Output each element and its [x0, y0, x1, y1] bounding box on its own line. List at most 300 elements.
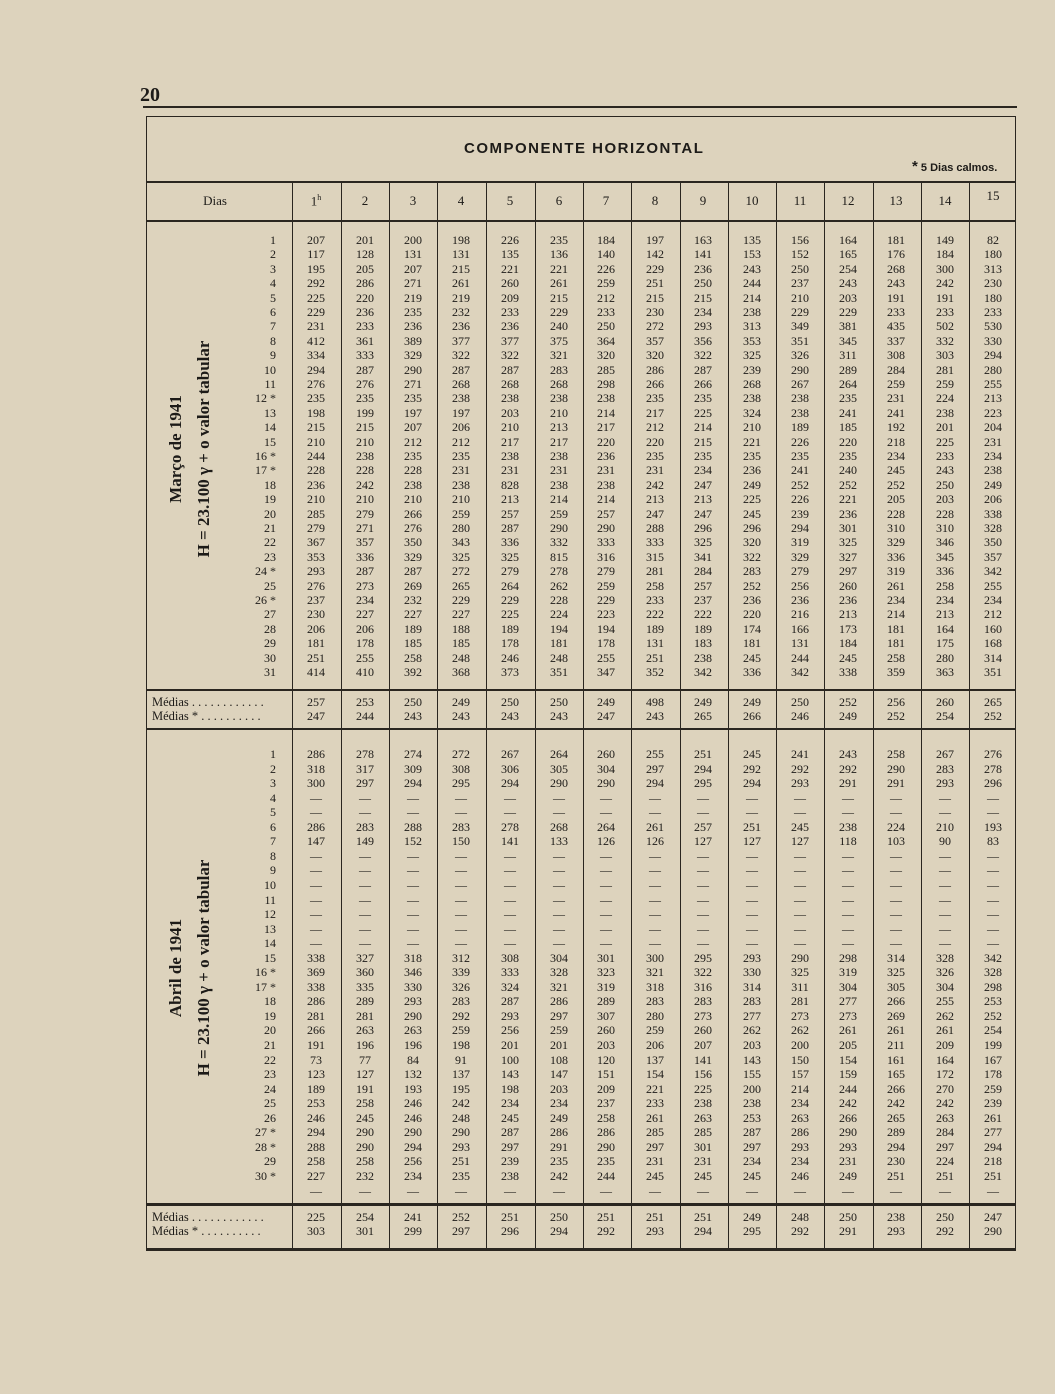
table-cell: 210 [356, 492, 374, 507]
table-cell: 320 [646, 348, 664, 363]
table-cell: 502 [936, 319, 954, 334]
table-cell: 161 [887, 1052, 905, 1067]
medias-value: 251 [694, 1210, 712, 1224]
table-cell: 191 [356, 1081, 374, 1096]
table-cell: 414 [307, 665, 325, 679]
table-cell: 338 [984, 506, 1002, 521]
table-cell: 293 [307, 564, 325, 579]
table-cell: 286 [307, 819, 325, 834]
table-cell: 245 [839, 650, 857, 665]
table-cell: 209 [936, 1038, 954, 1052]
table-cell: — [649, 863, 661, 878]
table-cell: 296 [984, 776, 1002, 791]
table-cell: 236 [694, 261, 712, 276]
table-cell: 268 [452, 377, 470, 391]
table-cell: 235 [307, 391, 325, 406]
table-cell: 342 [791, 665, 809, 679]
table-cell: 308 [452, 761, 470, 776]
table-cell: 284 [887, 362, 905, 377]
table-cell: 246 [501, 650, 519, 665]
table-title: COMPONENTE HORIZONTAL [464, 140, 705, 157]
table-cell: 357 [984, 549, 1002, 564]
table-cell: 256 [404, 1154, 422, 1169]
table-cell: 235 [404, 449, 422, 463]
table-cell: 294 [646, 776, 664, 791]
table-cell: 212 [984, 607, 1002, 622]
table-cell: 251 [646, 276, 664, 291]
table-cell: 212 [404, 434, 422, 449]
table-cell: 280 [936, 650, 954, 665]
table-cell: 82 [987, 233, 999, 247]
table-cell: 284 [936, 1125, 954, 1140]
table-cell: 345 [839, 333, 857, 348]
table-cell: 184 [936, 247, 954, 262]
table-cell: 178 [597, 636, 615, 651]
april-top-rule [146, 728, 1016, 730]
table-cell: 232 [404, 593, 422, 607]
table-cell: 207 [307, 233, 325, 247]
table-cell: 266 [694, 377, 712, 391]
table-cell: 351 [550, 665, 568, 679]
table-cell: 150 [452, 834, 470, 849]
table-cell: — [407, 936, 419, 951]
table-cell: 127 [694, 834, 712, 849]
table-cell: — [504, 805, 516, 820]
hour-header: 10 [745, 193, 759, 208]
table-cell: 228 [356, 463, 374, 478]
hour-header: 2 [361, 193, 369, 208]
table-cell: 339 [452, 965, 470, 980]
table-cell: 300 [936, 261, 954, 276]
table-cell: 290 [597, 1139, 615, 1154]
table-cell: 237 [791, 276, 809, 291]
table-cell: 316 [694, 979, 712, 994]
table-cell: — [455, 790, 467, 805]
table-cell: 224 [550, 607, 568, 622]
table-cell: — [504, 877, 516, 892]
medias-calm-label: Médias * . . . . . . . . . . [152, 709, 261, 723]
table-cell: 290 [597, 521, 615, 535]
table-cell: 207 [694, 1038, 712, 1052]
table-cell: — [359, 877, 371, 892]
table-cell: 294 [887, 1139, 905, 1154]
day-number: 22 [264, 1052, 276, 1067]
table-cell: 232 [356, 1168, 374, 1183]
table-cell: 258 [307, 1154, 325, 1169]
medias-value: 254 [356, 1210, 374, 1224]
table-cell: 194 [597, 621, 615, 636]
table-cell: 338 [307, 979, 325, 994]
medias-value: 250 [550, 1210, 568, 1224]
table-cell: 189 [791, 420, 809, 435]
table-cell: 279 [791, 564, 809, 579]
table-cell: 357 [646, 333, 664, 348]
table-cell: 213 [936, 607, 954, 622]
table-cell: 287 [404, 564, 422, 579]
table-cell: 246 [307, 1110, 325, 1125]
table-cell: 297 [501, 1139, 519, 1154]
table-cell: 294 [501, 776, 519, 791]
table-cell: 327 [356, 950, 374, 965]
medias-value: 250 [550, 695, 568, 709]
table-cell: 185 [839, 420, 857, 435]
table-cell: 286 [791, 1125, 809, 1140]
medias-value: 250 [501, 695, 519, 709]
table-cell: 164 [936, 1052, 954, 1067]
table-cell: — [890, 892, 902, 907]
table-cell: 239 [501, 1154, 519, 1169]
day-number: 20 [264, 1023, 276, 1038]
medias-calm-value: 295 [743, 1224, 761, 1238]
day-number: 11 [264, 377, 276, 391]
table-cell: 270 [936, 1081, 954, 1096]
table-cell: 243 [839, 276, 857, 291]
table-cell: — [842, 877, 854, 892]
day-number: 28 * [255, 1139, 276, 1154]
medias-value: 252 [452, 1210, 470, 1224]
table-cell: 263 [791, 1110, 809, 1125]
medias-value: 241 [404, 1210, 422, 1224]
table-cell: 248 [452, 650, 470, 665]
table-cell: 231 [597, 463, 615, 478]
table-cell: 236 [743, 593, 761, 607]
table-cell: 238 [452, 477, 470, 492]
day-number: 10 [264, 362, 276, 377]
table-cell: 244 [791, 650, 809, 665]
table-cell: 159 [839, 1067, 857, 1082]
day-number: 10 [264, 877, 276, 892]
table-cell: 287 [356, 362, 374, 377]
table-cell: 252 [887, 477, 905, 492]
table-cell: 247 [694, 477, 712, 492]
table-cell: 294 [307, 362, 325, 377]
table-cell: 133 [550, 834, 568, 849]
table-cell: 245 [694, 1168, 712, 1183]
month-label: Março de 1941 [166, 395, 185, 503]
table-cell: 135 [743, 233, 761, 247]
table-cell: 238 [597, 391, 615, 406]
table-cell: 325 [791, 965, 809, 980]
table-cell: 285 [694, 1125, 712, 1140]
table-cell: 215 [307, 420, 325, 435]
table-cell: — [455, 936, 467, 951]
table-cell: 261 [936, 1023, 954, 1038]
table-cell: 236 [356, 305, 374, 319]
march-medias-rule [146, 689, 1016, 691]
table-cell: — [649, 805, 661, 820]
table-cell: 238 [936, 405, 954, 420]
table-cell: 174 [743, 621, 761, 636]
table-cell: — [939, 907, 951, 922]
table-cell: 290 [356, 1125, 374, 1140]
table-cell: — [455, 907, 467, 922]
table-cell: 259 [550, 1023, 568, 1038]
table-cell: 225 [936, 434, 954, 449]
table-cell: — [794, 907, 806, 922]
table-cell: — [697, 921, 709, 936]
day-number: 18 [264, 477, 276, 492]
table-cell: — [746, 848, 758, 863]
table-cell: — [939, 863, 951, 878]
table-cell: 292 [839, 761, 857, 776]
table-cell: — [455, 848, 467, 863]
table-cell: — [987, 936, 999, 951]
table-cell: 321 [646, 965, 664, 980]
table-cell: 257 [694, 819, 712, 834]
table-cell: 230 [646, 305, 664, 319]
table-cell: 375 [550, 333, 568, 348]
table-cell: 297 [936, 1139, 954, 1154]
medias-calm-value: 293 [887, 1224, 905, 1238]
table-cell: 201 [356, 233, 374, 247]
table-cell: — [310, 907, 322, 922]
table-cell: 264 [839, 377, 857, 391]
table-cell: 309 [404, 761, 422, 776]
table-cell: 294 [984, 348, 1002, 363]
table-cell: — [746, 907, 758, 922]
hour-header: 9 [699, 193, 707, 208]
table-cell: 304 [936, 979, 954, 994]
table-cell: — [504, 790, 516, 805]
table-cell: 156 [791, 233, 809, 247]
table-cell: 255 [984, 578, 1002, 593]
day-number: 11 [264, 892, 276, 907]
table-cell: — [455, 921, 467, 936]
table-cell: — [649, 907, 661, 922]
day-number: 31 [264, 665, 276, 679]
table-cell: 234 [694, 463, 712, 478]
table-cell: 328 [984, 521, 1002, 535]
table-cell: 108 [550, 1052, 568, 1067]
table-cell: 277 [984, 1125, 1002, 1140]
table-cell: 221 [550, 261, 568, 276]
table-cell: 260 [597, 1023, 615, 1038]
table-cell: 184 [839, 636, 857, 651]
table-cell: 206 [984, 492, 1002, 507]
table-cell: 212 [597, 290, 615, 305]
table-cell: — [649, 936, 661, 951]
table-cell: 287 [501, 994, 519, 1009]
table-cell: 137 [452, 1067, 470, 1082]
medias-calm-value: 243 [646, 709, 664, 723]
table-cell: 236 [501, 319, 519, 334]
table-cell: 266 [404, 506, 422, 521]
table-cell: — [407, 790, 419, 805]
day-number: 22 [264, 535, 276, 550]
formula-label: H = 23.100 γ + o valor tabular [194, 340, 213, 558]
hour-header: 6 [555, 193, 563, 208]
table-cell: 311 [791, 979, 809, 994]
table-cell: 301 [839, 521, 857, 535]
table-cell: 293 [404, 994, 422, 1009]
table-cell: 281 [307, 1008, 325, 1023]
table-cell: 258 [597, 1110, 615, 1125]
table-cell: 215 [646, 290, 664, 305]
table-cell: 314 [887, 950, 905, 965]
table-cell: 293 [936, 776, 954, 791]
table-cell: — [890, 790, 902, 805]
table-cell: — [794, 1183, 806, 1198]
table-cell: 245 [743, 506, 761, 521]
table-cell: 178 [501, 636, 519, 651]
table-cell: — [649, 848, 661, 863]
table-cell: 263 [936, 1110, 954, 1125]
table-cell: — [407, 805, 419, 820]
table-cell: — [310, 790, 322, 805]
table-cell: — [553, 892, 565, 907]
table-cell: — [987, 1183, 999, 1198]
table-cell: 252 [984, 1008, 1002, 1023]
table-cell: 357 [356, 535, 374, 550]
table-cell: — [746, 892, 758, 907]
table-cell: 214 [743, 290, 761, 305]
table-cell: 231 [501, 463, 519, 478]
day-number: 4 [270, 276, 276, 291]
table-cell: 310 [887, 521, 905, 535]
table-cell: 223 [597, 607, 615, 622]
day-number: 3 [270, 261, 276, 276]
table-cell: — [890, 907, 902, 922]
table-cell: 287 [694, 362, 712, 377]
table-cell: 238 [550, 391, 568, 406]
table-cell: 136 [550, 247, 568, 262]
table-cell: 277 [743, 1008, 761, 1023]
medias-label: Médias . . . . . . . . . . . . [152, 1210, 264, 1224]
table-cell: — [455, 1183, 467, 1198]
table-cell: 235 [597, 1154, 615, 1169]
table-cell: 198 [501, 1081, 519, 1096]
table-cell: 246 [404, 1096, 422, 1111]
table-cell: 268 [743, 377, 761, 391]
table-cell: — [407, 892, 419, 907]
table-cell: 225 [694, 405, 712, 420]
table-cell: 285 [646, 1125, 664, 1140]
table-cell: 284 [694, 564, 712, 579]
table-cell: 294 [404, 776, 422, 791]
table-cell: 303 [936, 348, 954, 363]
table-cell: 322 [694, 348, 712, 363]
day-number: 5 [270, 805, 276, 820]
table-cell: 277 [839, 994, 857, 1009]
table-cell: 127 [791, 834, 809, 849]
table-cell: — [359, 805, 371, 820]
table-cell: 235 [452, 449, 470, 463]
table-cell: 258 [404, 650, 422, 665]
table-cell: — [310, 921, 322, 936]
table-cell: — [600, 863, 612, 878]
medias-value: 225 [307, 1210, 325, 1224]
day-number: 19 [264, 492, 276, 507]
table-cell: — [697, 877, 709, 892]
table-cell: — [407, 907, 419, 922]
table-cell: — [890, 877, 902, 892]
table-cell: 223 [984, 405, 1002, 420]
table-cell: 243 [743, 261, 761, 276]
table-cell: 334 [307, 348, 325, 363]
table-cell: — [987, 805, 999, 820]
table-cell: 243 [839, 747, 857, 761]
table-cell: 224 [936, 1154, 954, 1169]
table-cell: 189 [307, 1081, 325, 1096]
table-cell: — [842, 1183, 854, 1198]
table-cell: 283 [936, 761, 954, 776]
table-cell: 293 [501, 1008, 519, 1023]
table-cell: 264 [597, 819, 615, 834]
table-cell: 234 [743, 1154, 761, 1169]
table-cell: 274 [404, 747, 422, 761]
table-cell: 241 [839, 405, 857, 420]
table-cell: 287 [356, 564, 374, 579]
table-cell: — [407, 921, 419, 936]
table-cell: 346 [404, 965, 422, 980]
table-cell: — [794, 790, 806, 805]
table-cell: 260 [501, 276, 519, 291]
table-cell: 324 [743, 405, 761, 420]
table-cell: 272 [452, 564, 470, 579]
table-cell: 235 [839, 391, 857, 406]
table-cell: 189 [501, 621, 519, 636]
table-cell: 313 [984, 261, 1002, 276]
day-number: 8 [270, 333, 276, 348]
table-cell: 194 [550, 621, 568, 636]
table-cell: 210 [307, 434, 325, 449]
table-cell: 238 [452, 391, 470, 406]
table-cell: 180 [984, 290, 1002, 305]
table-cell: 234 [404, 1168, 422, 1183]
table-cell: — [600, 805, 612, 820]
medias-calm-value: 299 [404, 1224, 422, 1238]
table-cell: 238 [791, 391, 809, 406]
table-cell: 235 [646, 449, 664, 463]
table-cell: 268 [887, 261, 905, 276]
table-cell: 203 [597, 1038, 615, 1052]
table-cell: 183 [694, 636, 712, 651]
table-cell: 255 [646, 747, 664, 761]
table-cell: 237 [694, 593, 712, 607]
table-cell: 336 [887, 549, 905, 564]
table-cell: 328 [936, 950, 954, 965]
table-cell: — [504, 907, 516, 922]
table-cell: 333 [597, 535, 615, 550]
table-cell: — [697, 863, 709, 878]
table-cell: 199 [984, 1038, 1002, 1052]
table-cell: 251 [936, 1168, 954, 1183]
table-cell: — [794, 921, 806, 936]
table-cell: 193 [404, 1081, 422, 1096]
table-cell: — [359, 921, 371, 936]
table-cell: 259 [936, 377, 954, 391]
table-cell: 271 [404, 276, 422, 291]
medias-calm-value: 294 [694, 1224, 712, 1238]
table-cell: — [600, 907, 612, 922]
table-cell: 289 [887, 1125, 905, 1140]
table-cell: 231 [694, 1154, 712, 1169]
table-cell: 310 [936, 521, 954, 535]
day-number: 6 [270, 819, 276, 834]
day-number: 16 * [255, 449, 276, 463]
day-number: 27 * [255, 1125, 276, 1140]
table-cell: 220 [646, 434, 664, 449]
medias-calm-value: 246 [791, 709, 809, 723]
table-cell: 297 [646, 1139, 664, 1154]
table-cell: 230 [887, 1154, 905, 1169]
table-cell: 258 [646, 578, 664, 593]
day-number: 27 [264, 607, 276, 622]
table-cell: 137 [646, 1052, 664, 1067]
table-cell: 319 [887, 564, 905, 579]
table-cell: 152 [791, 247, 809, 262]
table-cell: 261 [984, 1110, 1002, 1125]
